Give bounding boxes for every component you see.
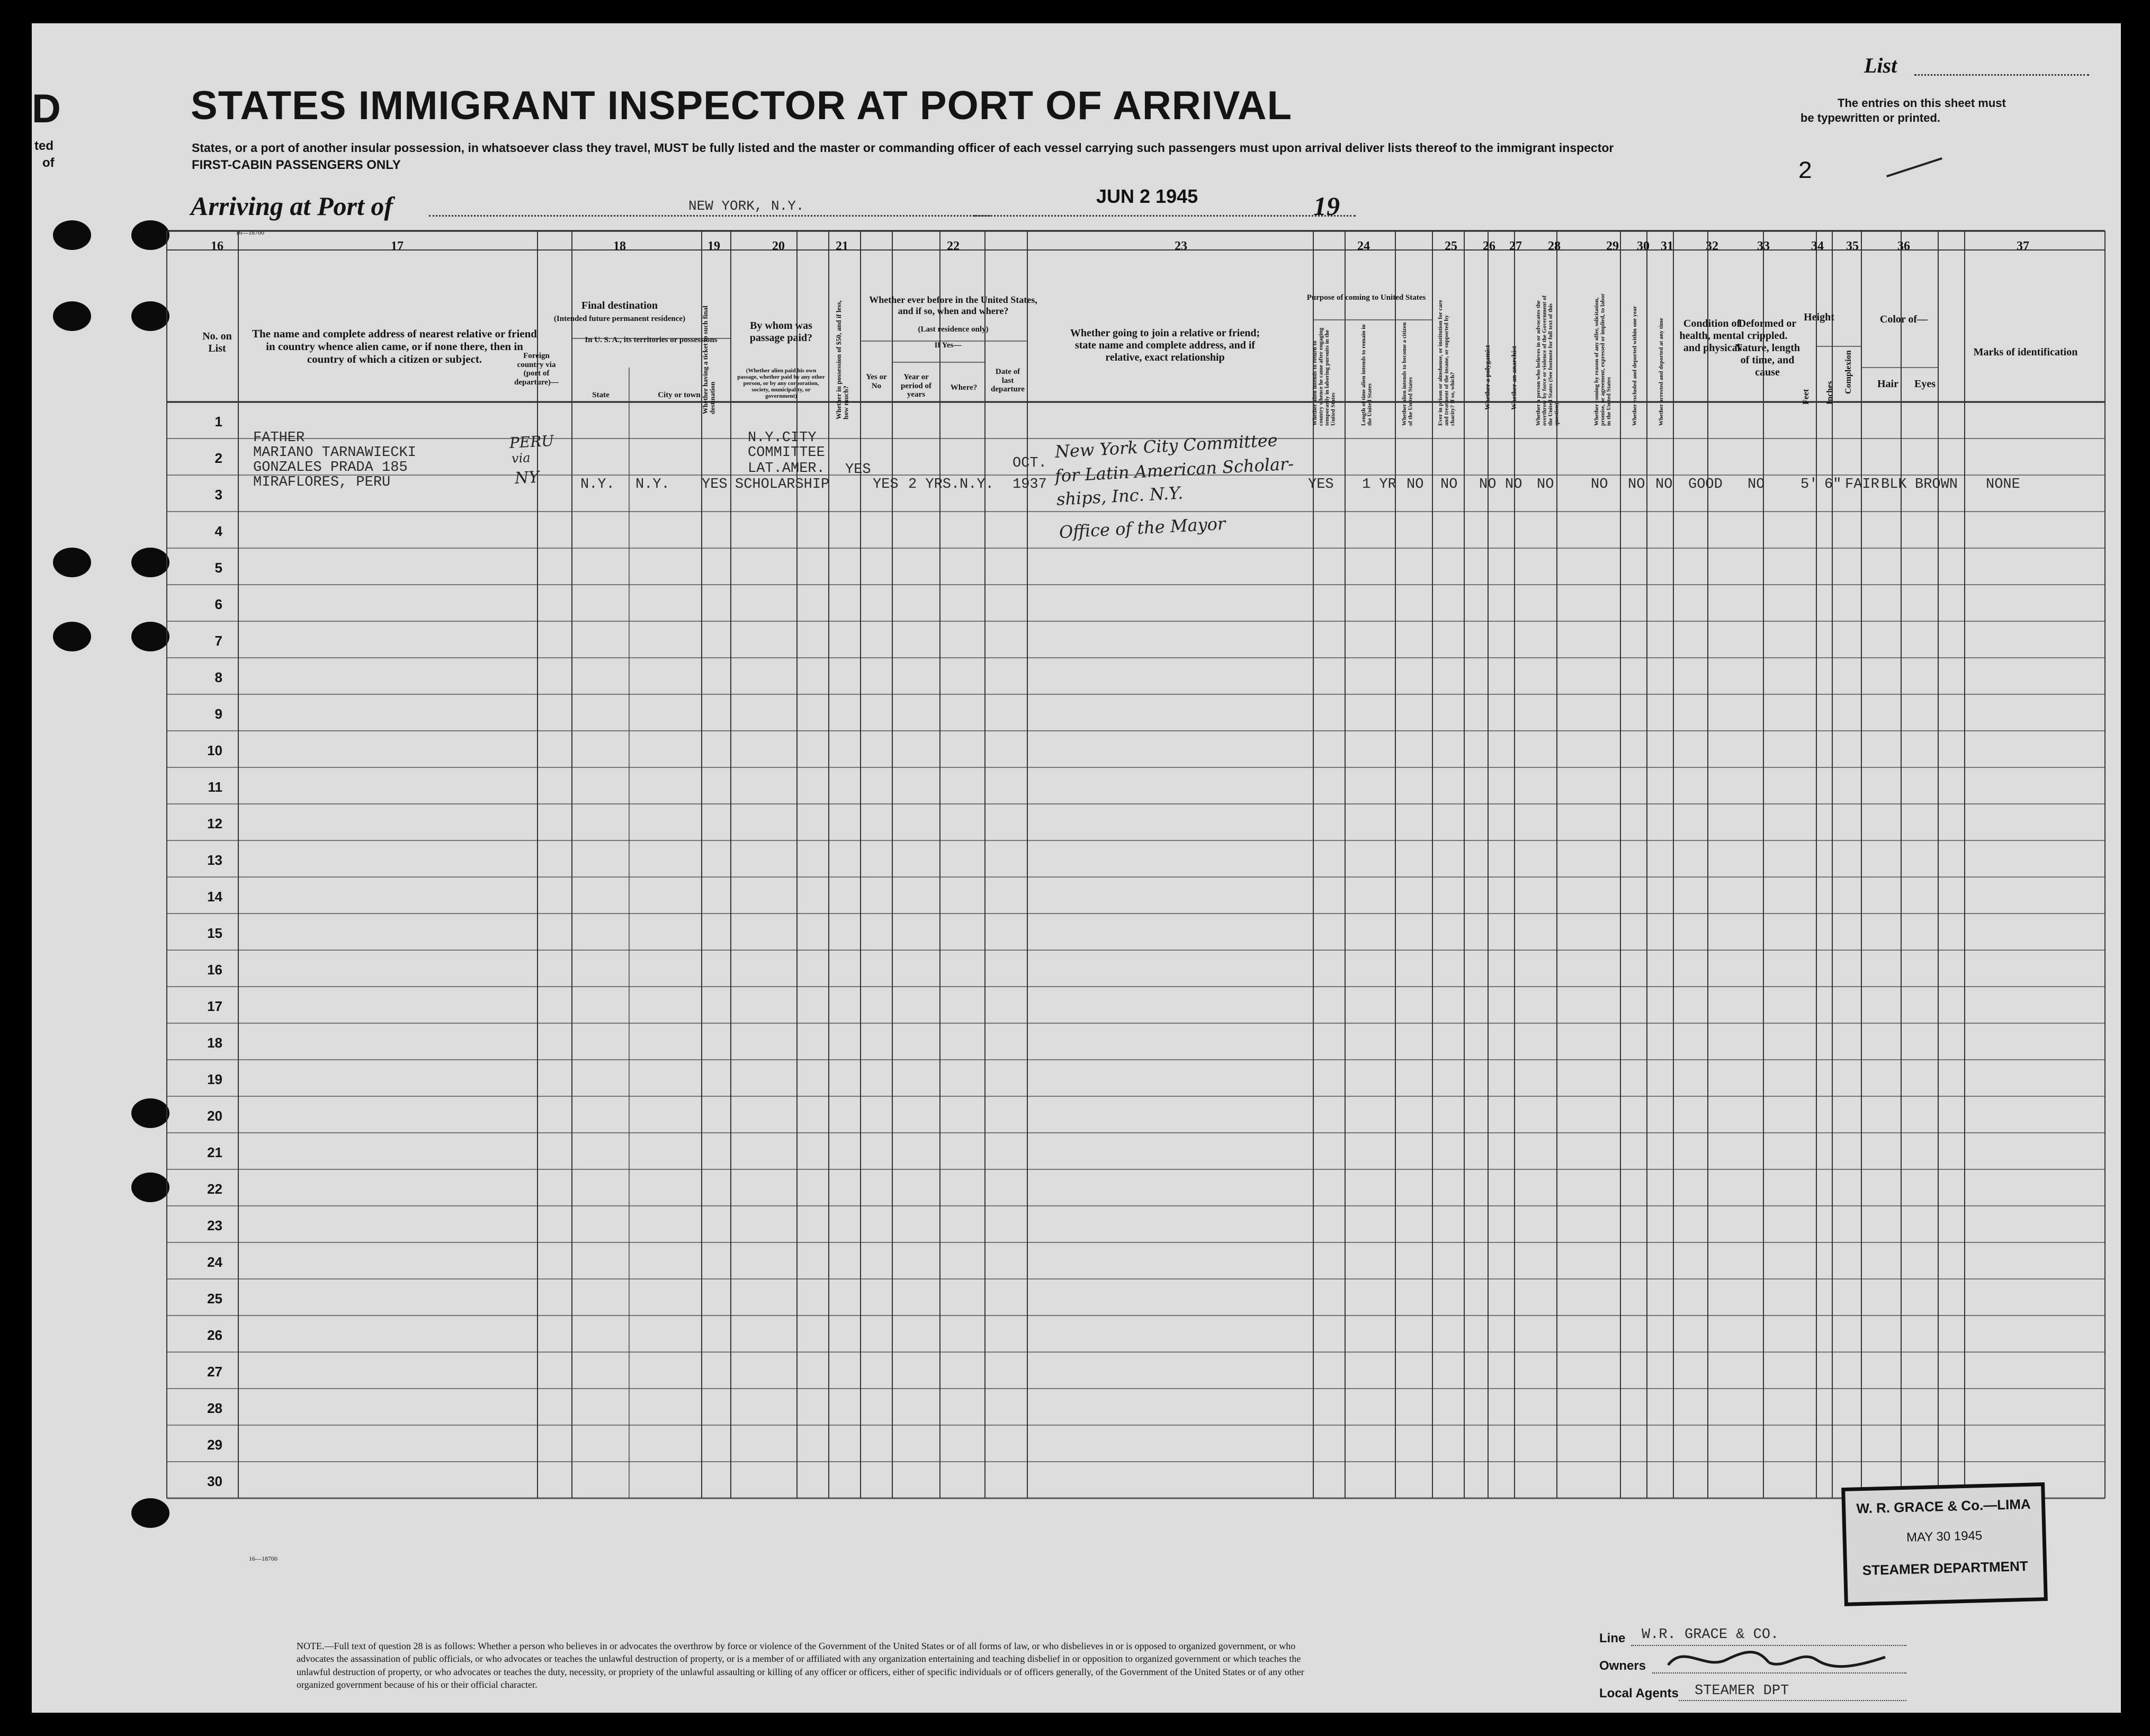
period-value: 2 YRS. xyxy=(908,477,960,493)
stamp-date: MAY 30 1945 xyxy=(1906,1528,1983,1545)
row-number: 5 xyxy=(214,560,222,576)
year-prefix: 19 xyxy=(1313,191,1340,221)
eyes-value: BROWN xyxy=(1915,477,1958,493)
header-eyes: Eyes xyxy=(1914,378,1936,390)
deformed-value: NO xyxy=(1748,477,1765,493)
column-number: 22 xyxy=(947,239,960,253)
column-number: 25 xyxy=(1445,239,1457,253)
anarchist-value: NO xyxy=(1505,477,1522,493)
owner-signature xyxy=(1663,1639,1906,1681)
row-number: 29 xyxy=(207,1437,222,1453)
paid-by-line: SCHOLARSHIP xyxy=(735,477,830,493)
agents-underline xyxy=(1679,1700,1906,1701)
header-health: Condition of health, mental and physical xyxy=(1679,318,1744,354)
header-final-destination: Final destination xyxy=(581,300,658,311)
header-hair: Hair xyxy=(1877,378,1898,390)
paid-by-line: LAT.AMER. xyxy=(748,461,825,477)
header-passage-note: (Whether alien paid his own passage, whether paid by any other person, or by any corporation, society, municipality, or government) xyxy=(737,368,825,400)
row-number: 17 xyxy=(207,998,222,1014)
joining-handwriting: ships, Inc. N.Y. xyxy=(1056,482,1184,509)
form-code: 16—18700 xyxy=(249,1555,277,1562)
header-in-usa: In U. S. A., its territories or possessions xyxy=(585,336,718,344)
header-fifty-dollars: Whether in possession of $50, and if less, how much? xyxy=(835,300,850,419)
agents-label: Local Agents xyxy=(1599,1686,1679,1701)
question-28-footnote: NOTE.—Full text of question 28 is as follows: Whether a person who believes in or advocates the overthrow by force or violence of the Government of the United States or of all forms of law, or who disbelieves in or is opposed to organized government, or who advocates the assassination of public officials, or who advocates or teaches the unlawful destruction of property, or is a member of or affiliated with any organization entertaining and teaching disbelief in or opposition to organized government or which teaches the unlawful destruction of property, or who advocates or teaches the duty, necessity, or propriety of the unlawful assaulting or killing of any officer or officers, either of specific individuals or of officers generally, of the Government of the United States or of any other organized government because of his or their official character. xyxy=(297,1641,1304,1690)
header-return: Whether alien intends to return to country whence he came after engaging temporarily in laboring pursuits in the United States xyxy=(1312,327,1337,426)
row-number: 9 xyxy=(214,706,222,722)
list-note: be typewritten or printed. xyxy=(1800,111,1941,124)
left-edge-fragment: of xyxy=(42,156,55,170)
header-last-departure: Date of last departure xyxy=(991,368,1025,393)
row-number: 10 xyxy=(207,742,222,758)
header-become-citizen: Whether alien intends to become a citizen of the United States xyxy=(1401,322,1414,426)
citizen-value: NO xyxy=(1407,477,1424,493)
header-height: Height xyxy=(1804,311,1834,323)
header-color: Color of— xyxy=(1879,314,1928,325)
list-label: List xyxy=(1864,53,1897,77)
row-number: 24 xyxy=(207,1254,222,1270)
city-value: N.Y. xyxy=(635,477,670,493)
polygamist-value: NO xyxy=(1479,477,1497,493)
manifest-grid xyxy=(32,23,2121,1713)
row-number: 22 xyxy=(207,1181,222,1197)
class-label: FIRST-CABIN PASSENGERS ONLY xyxy=(192,158,401,172)
row-number: 11 xyxy=(208,779,222,795)
row-number: 28 xyxy=(207,1400,222,1416)
joining-handwriting: Office of the Mayor xyxy=(1059,513,1226,542)
port-value: NEW YORK, N.Y. xyxy=(688,198,804,214)
row-number: 25 xyxy=(207,1291,222,1307)
instruction-text: States, or a port of another insular possession, in whatsoever class they travel, MUST be fully listed and the master or commanding officer of each vessel carrying such passengers must upon arrival deliver lists thereof to the immigrant inspector xyxy=(192,141,1614,155)
row-number: 2 xyxy=(214,450,222,466)
feet-value: 5' xyxy=(1800,477,1818,493)
relative-line: FATHER xyxy=(253,430,305,446)
row-number: 12 xyxy=(207,816,222,831)
joining-handwriting: New York City Committee xyxy=(1054,429,1278,462)
header-relative: The name and complete address of nearest relative or friend in country whence alien came, or if none there, then in country of which a citizen or subject. xyxy=(252,327,537,366)
column-number: 18 xyxy=(613,239,626,253)
header-state: State xyxy=(592,391,610,399)
column-number: 23 xyxy=(1175,239,1187,253)
row-number: 6 xyxy=(214,596,222,612)
agents-value: STEAMER DPT xyxy=(1695,1683,1789,1699)
header-feet: Feet xyxy=(1802,389,1811,405)
header-yes-no: Yes or No xyxy=(866,373,887,390)
header-final-destination-note: (Intended future permanent residence) xyxy=(553,315,686,323)
header-offer-labor: Whether coming by reason of any offer, solicitation, promise, or agreement, expressed or implied, to labor in the United States xyxy=(1593,293,1612,426)
header-inches: Inches xyxy=(1825,381,1834,405)
row-number: 7 xyxy=(214,633,222,649)
header-deformed: Deformed or crippled. Nature, length of time, and cause xyxy=(1735,318,1800,378)
header-no-on-list: No. on List xyxy=(202,330,232,354)
header-prison: Ever in prison or almshouse, or institution for care and treatment of the insane, or supported by charity? If so, which? xyxy=(1437,300,1456,426)
foreign-country-handwriting: via xyxy=(511,450,531,466)
prison-value: NO xyxy=(1440,477,1458,493)
foreign-country-handwriting: PERU xyxy=(509,432,554,452)
complexion-value: FAIR xyxy=(1845,477,1879,493)
form-code: 16—18700 xyxy=(236,229,264,236)
row-number: 21 xyxy=(207,1144,222,1160)
column-number: 30 xyxy=(1637,239,1650,253)
header-purpose: Purpose of coming to United States xyxy=(1306,293,1426,302)
column-number: 37 xyxy=(2017,239,2029,253)
list-note: The entries on this sheet must xyxy=(1838,96,2006,110)
header-passage-paid: By whom was passage paid? xyxy=(749,320,813,344)
header-polygamist: Whether a polygamist xyxy=(1483,345,1491,410)
marks-value: NONE xyxy=(1986,477,2020,493)
date-value: JUN 2 1945 xyxy=(1096,185,1198,207)
column-number: 34 xyxy=(1811,239,1824,253)
length-value: 1 YR xyxy=(1362,477,1396,493)
header-foreign-country: Foreign country via (port of departure)— xyxy=(514,352,559,387)
header-complexion: Complexion xyxy=(1844,350,1853,394)
column-number: 32 xyxy=(1706,239,1718,253)
row-number: 26 xyxy=(207,1327,222,1343)
column-number: 16 xyxy=(211,239,223,253)
line-label: Line xyxy=(1599,1631,1626,1645)
header-marks: Marks of identification xyxy=(1973,346,2078,358)
joining-handwriting: for Latin American Scholar- xyxy=(1054,453,1295,486)
header-length-stay: Length of time alien intends to remain in the United States xyxy=(1360,324,1373,426)
header-where: Where? xyxy=(950,383,978,392)
column-number: 33 xyxy=(1757,239,1770,253)
before-us-value: YES xyxy=(873,477,899,493)
offer-value: NO xyxy=(1591,477,1608,493)
row-number: 20 xyxy=(207,1108,222,1124)
row-number: 8 xyxy=(214,669,222,685)
relative-line: GONZALES PRADA 185 xyxy=(253,460,408,476)
column-number: 20 xyxy=(772,239,785,253)
return-value: YES xyxy=(1308,477,1334,493)
departure-line: OCT. xyxy=(1013,455,1047,471)
line-value: W.R. GRACE & CO. xyxy=(1642,1627,1779,1643)
column-number: 21 xyxy=(836,239,848,253)
paid-by-line: N.Y.CITY xyxy=(748,430,817,446)
column-number: 17 xyxy=(391,239,404,253)
deported-value: NO xyxy=(1655,477,1673,493)
foreign-country-handwriting: NY xyxy=(514,468,540,488)
column-number: 28 xyxy=(1548,239,1561,253)
header-last-residence: (Last residence only) xyxy=(918,325,989,334)
header-joining-relative: Whether going to join a relative or friend; state name and complete address, and if relative, exact relationship xyxy=(1070,327,1260,363)
column-number: 26 xyxy=(1483,239,1495,253)
column-number: 36 xyxy=(1897,239,1910,253)
header-if-yes: If Yes— xyxy=(934,341,962,350)
row-number: 14 xyxy=(207,889,222,905)
column-number: 19 xyxy=(707,239,720,253)
header-period: Year or period of years xyxy=(901,373,931,399)
row-number: 15 xyxy=(207,925,222,941)
page-title: STATES IMMIGRANT INSPECTOR AT PORT OF ARRIVAL xyxy=(191,83,1293,128)
row-number: 1 xyxy=(214,414,222,429)
header-excluded: Whether excluded and deported within one year xyxy=(1632,306,1638,426)
header-overthrow: Whether a person who believes in or advocates the overthrow by force or violence of the Government of the United States (See footnote for full text of this question) xyxy=(1535,295,1560,426)
column-number: 31 xyxy=(1661,239,1673,253)
excluded-value: NO xyxy=(1628,477,1645,493)
row-number: 3 xyxy=(214,487,222,503)
paid-by-line: COMMITTEE xyxy=(748,445,825,461)
header-city: City or town xyxy=(658,391,701,399)
arriving-label: Arriving at Port of xyxy=(191,191,393,221)
row-number: 23 xyxy=(207,1218,222,1233)
row-number: 27 xyxy=(207,1364,222,1380)
where-value: N.Y. xyxy=(960,477,994,493)
left-edge-fragment: ted xyxy=(34,139,53,153)
relative-line: MARIANO TARNAWIECKI xyxy=(253,445,416,461)
stamp-company: W. R. GRACE & Co.—LIMA xyxy=(1856,1496,2031,1517)
row-number: 18 xyxy=(207,1035,222,1051)
ticket-value: YES xyxy=(702,477,728,493)
fifty-dollars-value: YES xyxy=(845,462,871,478)
stamp-department: STEAMER DEPARTMENT xyxy=(1862,1558,2029,1579)
state-value: N.Y. xyxy=(580,477,615,493)
page-number: 2 xyxy=(1798,158,1813,185)
column-number: 24 xyxy=(1357,239,1370,253)
row-number: 19 xyxy=(207,1071,222,1087)
inches-value: 6" xyxy=(1824,477,1842,493)
left-edge-letter: D xyxy=(32,86,61,131)
health-value: GOOD xyxy=(1688,477,1723,493)
hair-value: BLK xyxy=(1881,477,1907,493)
column-number: 27 xyxy=(1509,239,1522,253)
row-number: 16 xyxy=(207,962,222,978)
header-arrested: Whether arrested and deported at any time xyxy=(1658,318,1664,426)
header-ticket: Whether having a ticket to such final destination xyxy=(701,306,716,414)
departure-line: 1937 xyxy=(1013,477,1047,493)
column-number: 35 xyxy=(1846,239,1859,253)
row-number: 4 xyxy=(214,523,222,539)
header-before-in-us: Whether ever before in the United States, and if so, when and where? xyxy=(869,294,1037,316)
row-number: 13 xyxy=(207,852,222,868)
header-anarchist: Whether an anarchist xyxy=(1510,346,1518,410)
relative-line: MIRAFLORES, PERU xyxy=(253,475,391,490)
overthrow-value: NO xyxy=(1537,477,1554,493)
row-number: 30 xyxy=(207,1473,222,1489)
owners-label: Owners xyxy=(1599,1659,1646,1673)
column-number: 29 xyxy=(1606,239,1619,253)
manifest-sheet xyxy=(32,23,2121,1713)
grace-lima-stamp xyxy=(1841,1482,2048,1606)
